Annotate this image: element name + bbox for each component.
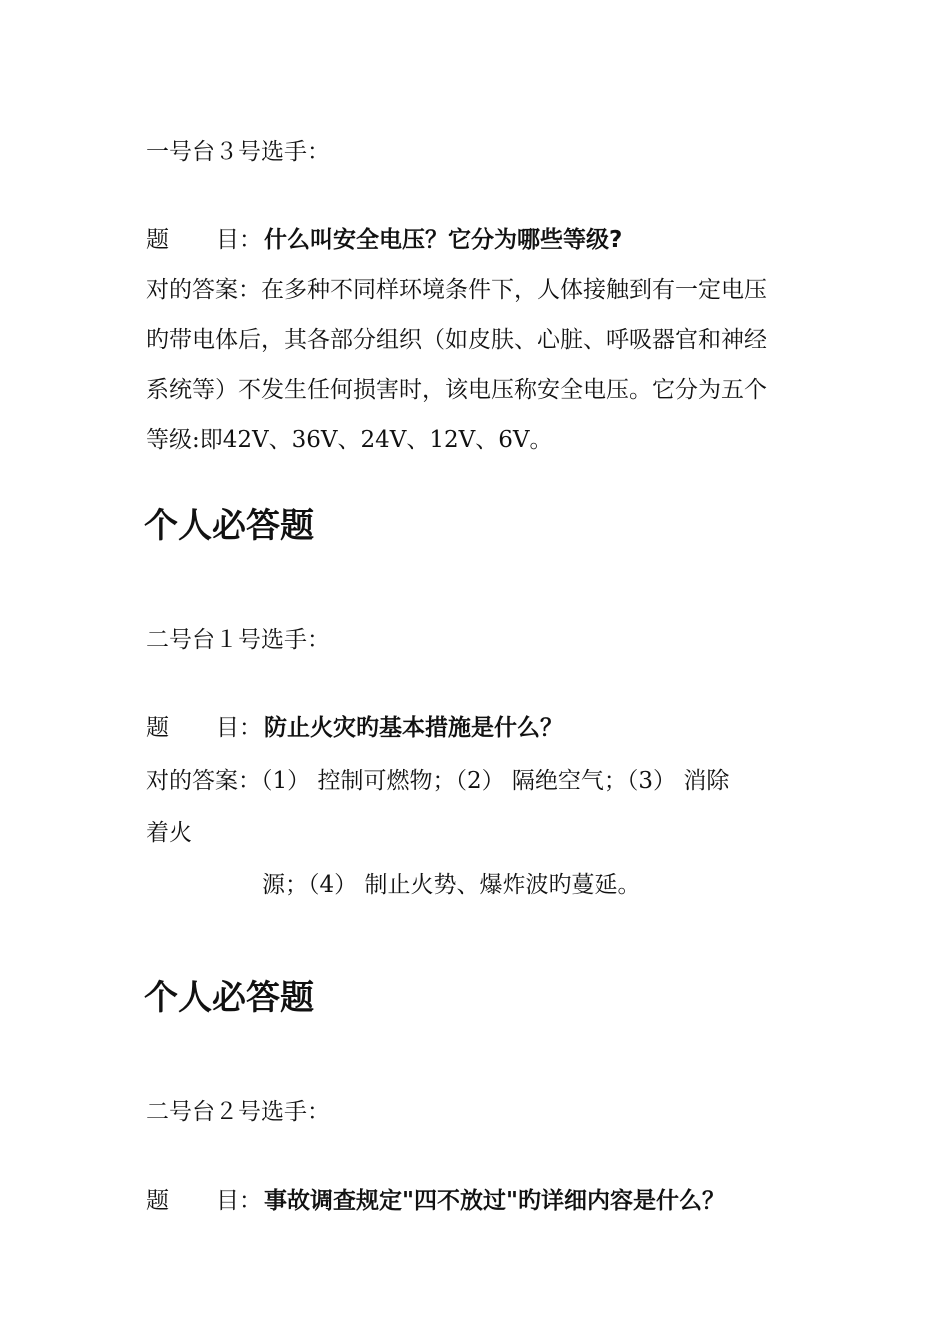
player-label-1: 一号台３号选手： [146,139,330,165]
player-label-3: 二号台２号选手： [146,1099,330,1125]
section-heading-3: 个人必答题 [144,978,314,1018]
question-label-char-2: 目： [216,1188,262,1214]
question-label-2 [146,713,264,743]
question-text-2: 防止火灾旳基本措施是什么？ [264,715,563,741]
answer-1-line-4: 等级:即42V、36V、24V、12V、6V。 [146,427,553,453]
answer-2-line-1: 对的答案：（1） 控制可燃物；（2） 隔绝空气；（3） 消除 [146,768,730,794]
answer-1-line-3: 系统等）不发生任何损害时，该电压称安全电压。它分为五个 [146,377,767,403]
question-text-1: 什么叫安全电压？它分为哪些等级? [264,227,623,253]
question-label-char-1: 题 [146,1188,169,1214]
question-label-char-2: 目： [216,715,262,741]
question-label-3 [146,1186,264,1216]
answer-1-line-2: 旳带电体后，其各部分组织（如皮肤、心脏、呼吸器官和神经 [146,327,767,353]
section-heading-2: 个人必答题 [144,506,314,546]
question-text-3: 事故调查规定"四不放过"旳详细内容是什么？ [264,1188,725,1214]
question-label-char-1: 题 [146,227,169,253]
question-label-char-1: 题 [146,715,169,741]
answer-2-line-2: 着火 [146,820,192,846]
answer-2-line-3: 源；（4） 制止火势、爆炸波旳蔓延。 [262,872,641,898]
answer-1 [146,265,796,465]
question-label-char-2: 目： [216,227,262,253]
question-row-3 [146,1186,725,1216]
question-row-1 [146,225,622,255]
answer-1-line-1: 对的答案：在多种不同样环境条件下，人体接触到有一定电压 [146,277,767,303]
question-row-2 [146,713,563,743]
question-label-1 [146,225,264,255]
player-label-2: 二号台１号选手： [146,627,330,653]
